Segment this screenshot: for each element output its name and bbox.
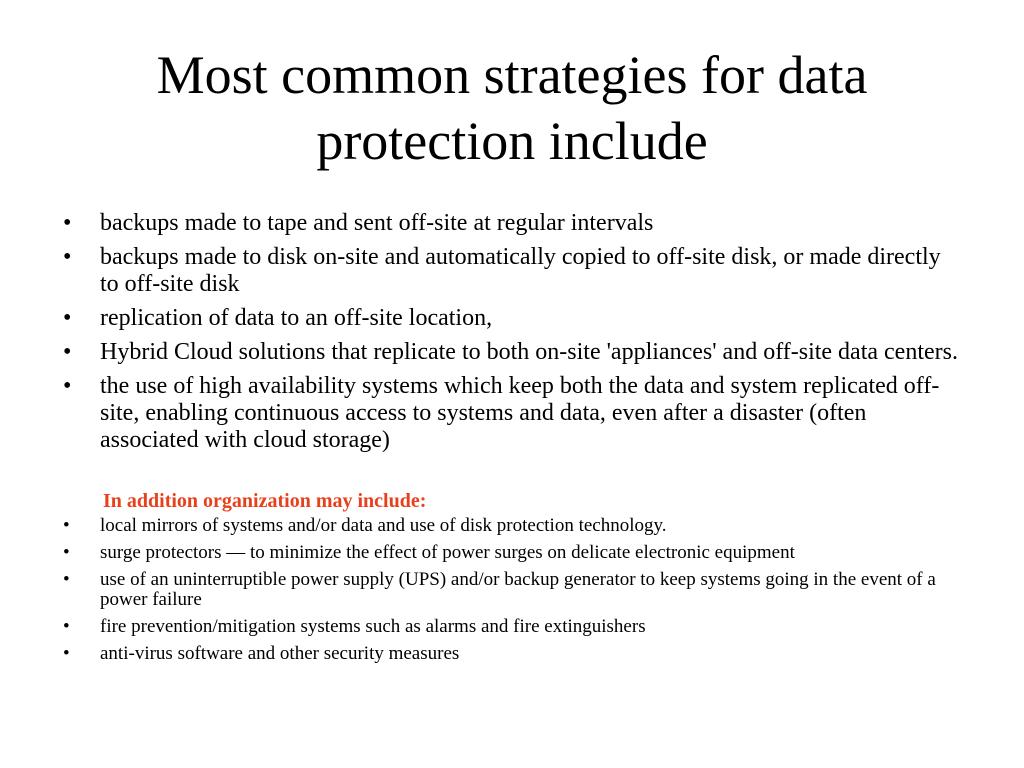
- main-bullet-list: [60, 210, 960, 461]
- sub-bullet-item: • surge protectors — to minimize the effect of power surges on delicate electronic equipment: [60, 543, 960, 563]
- main-bullet-item: • replication of data to an off-site location,: [60, 305, 960, 332]
- main-bullet-item: • backups made to tape and sent off-site at regular intervals: [60, 210, 960, 237]
- sub-bullet-item: • fire prevention/mitigation systems such as alarms and fire extinguishers: [60, 617, 960, 637]
- sub-bullet-list: [60, 516, 960, 671]
- main-bullet-item: • backups made to disk on-site and automatically copied to off-site disk, or made directly to off-site disk: [60, 244, 960, 298]
- subheading: In addition organization may include:: [103, 490, 427, 512]
- sub-bullet-item: • use of an uninterruptible power supply (UPS) and/or backup generator to keep systems going in the event of a power failure: [60, 570, 960, 610]
- sub-bullet-item: • anti-virus software and other security measures: [60, 644, 960, 664]
- slide-title: Most common strategies for data protection include: [156, 45, 868, 171]
- main-bullet-item: • Hybrid Cloud solutions that replicate to both on-site 'appliances' and off-site data centers.: [60, 339, 960, 366]
- sub-bullet-item: • local mirrors of systems and/or data and use of disk protection technology.: [60, 516, 960, 536]
- main-bullet-item: • the use of high availability systems which keep both the data and system replicated off-site, enabling continuous access to systems and data, even after a disaster (often associated with cloud storage): [60, 373, 960, 454]
